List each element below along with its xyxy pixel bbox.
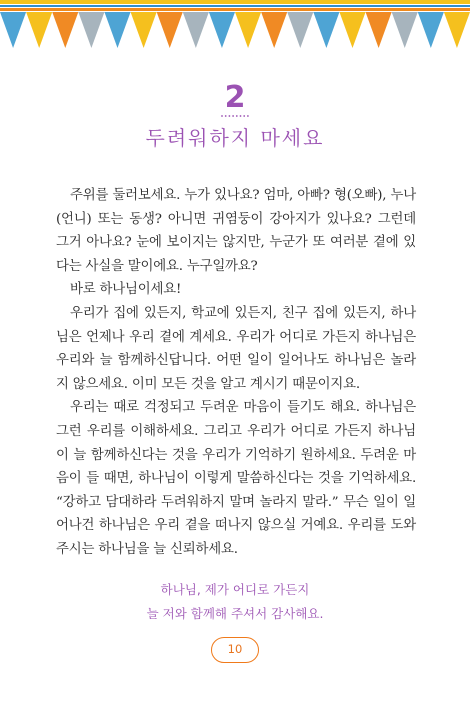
bunting-flag [52,12,78,48]
prayer-line: 늘 저와 함께해 주셔서 감사해요. [146,606,324,621]
underline-dot [232,115,234,117]
bunting-flag [183,12,209,48]
underline-dot [221,115,223,117]
bunting-flag [131,12,157,48]
blue-stripe [0,5,470,7]
underline-dot [240,115,242,117]
chapter-number: 2 [224,80,246,115]
chapter-title: 두려워하지 마세요 [145,126,325,150]
underline-dot [247,115,249,117]
underline-dot [236,115,238,117]
bunting-flag [235,12,261,48]
bunting-flag [209,12,235,48]
body-paragraph: 주위를 둘러보세요. 누가 있나요? 엄마, 아빠? 형(오빠), 누나(언니) 또는 동생? 아니면 귀염둥이 강아지가 있나요? 그런데 그거 아나요? 눈에 보이지는 않지만, 누군가 또 여러분 곁에 있다는 사실을 말이에요. 누구일까요? [56,188,416,274]
bunting-flag [104,12,130,48]
body-text [56,184,416,562]
underline-dot [225,115,227,117]
orange-stripe [0,8,470,11]
bunting-flag [78,12,104,48]
bunting-flag [444,12,470,48]
bunting-flag [313,12,339,48]
bunting-flag [0,12,26,48]
bunting-flags [0,12,470,52]
bunting-flag [392,12,418,48]
prayer [0,578,470,626]
bunting-flag [26,12,52,48]
bunting-flag [418,12,444,48]
top-stripes [0,0,470,12]
chapter-number-underline-dots [220,114,250,118]
body-paragraph: 우리가 집에 있든지, 학교에 있든지, 친구 집에 있든지, 하나님은 언제나 우리 곁에 계세요. 우리가 어디로 가든지 하나님은 우리와 늘 함께하신답니다. 어떤 일이 일어나도 하나님은 놀라지 않으세요. 이미 모든 것을 알고 계시기 때문이지요. [56,305,416,392]
bunting-flag [261,12,287,48]
prayer-line: 하나님, 제가 어디로 가든지 [160,582,310,597]
bunting-flag [157,12,183,48]
underline-dot [229,115,231,117]
body-paragraph: 우리는 때로 걱정되고 두려운 마음이 들기도 해요. 하나님은 그런 우리를 이해하세요. 그리고 우리가 어디로 가든지 하나님이 늘 함께하신다는 것을 우리가 기억하기 원하세요. 두려운 마음이 들 때면, 하나님이 이렇게 말씀하신다는 것을 기억하세요. “강하고 담대하라 두려워하지 말며 놀라지 말라.” 무슨 일이 일어나건 하나님은 우리 곁을 떠나지 않으실 거예요. 우리를 도와주시는 하나님을 늘 신뢰하세요. [56,400,416,557]
bunting-flag [287,12,313,48]
bunting-flag [366,12,392,48]
yellow-stripe [0,0,470,4]
page-number: 10 [211,637,259,663]
bunting-flag [339,12,365,48]
body-paragraph: 바로 하나님이세요! [70,282,182,298]
underline-dot [243,115,245,117]
